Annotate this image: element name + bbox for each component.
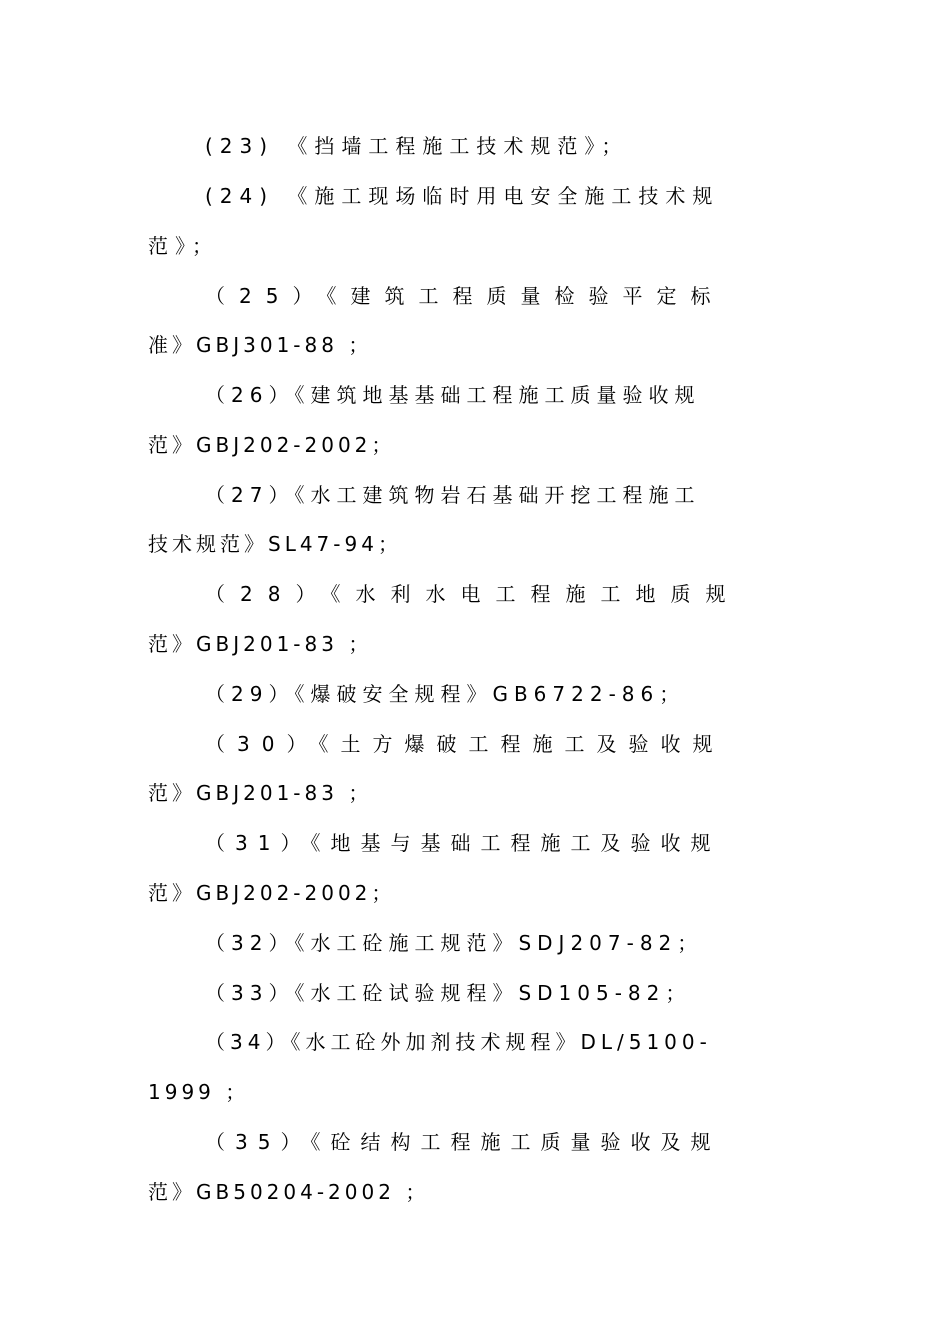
- reference-line-30-part-2: 范》GBJ201-83 ；: [148, 781, 373, 805]
- reference-line-26-part-1: （26）《建筑地基基础工程施工质量验收规: [205, 383, 701, 407]
- reference-line-34-part-1: （34）《水工砼外加剂技术规程》DL/5100-: [205, 1030, 712, 1054]
- reference-line-30-part-1: （30）《土方爆破工程施工及验收规: [205, 732, 725, 756]
- reference-line-25-part-1: （25）《建筑工程质量检验平定标: [205, 284, 725, 308]
- reference-line-31-part-1: （31）《地基与基础工程施工及验收规: [205, 831, 721, 855]
- reference-line-31-part-2: 范》GBJ202-2002；: [148, 881, 396, 905]
- reference-line-24-part-1: (24) 《施工现场临时用电安全施工技术规: [205, 184, 720, 208]
- reference-line-26-part-2: 范》GBJ202-2002；: [148, 433, 396, 457]
- reference-line-35-part-1: （35）《砼结构工程施工质量验收及规: [205, 1130, 721, 1154]
- reference-line-34-part-2: 1999 ；: [148, 1080, 250, 1104]
- reference-line-23: (23) 《挡墙工程施工技术规范》；: [205, 134, 629, 158]
- reference-line-28-part-2: 范》GBJ201-83 ；: [148, 632, 373, 656]
- reference-line-25-part-2: 准》GBJ301-88 ；: [148, 333, 373, 357]
- reference-line-32: （32）《水工砼施工规范》SDJ207-82；: [205, 931, 704, 955]
- reference-line-28-part-1: （28）《水利水电工程施工地质规: [205, 582, 741, 606]
- reference-line-33: （33）《水工砼试验规程》SD105-82；: [205, 981, 692, 1005]
- reference-line-35-part-2: 范》GB50204-2002 ；: [148, 1180, 430, 1204]
- reference-line-29: （29）《爆破安全规程》GB6722-86；: [205, 682, 686, 706]
- reference-line-27-part-2: 技术规范》SL47-94；: [148, 532, 402, 556]
- reference-line-27-part-1: （27）《水工建筑物岩石基础开挖工程施工: [205, 483, 701, 507]
- reference-line-24-part-2: 范》；: [148, 234, 219, 258]
